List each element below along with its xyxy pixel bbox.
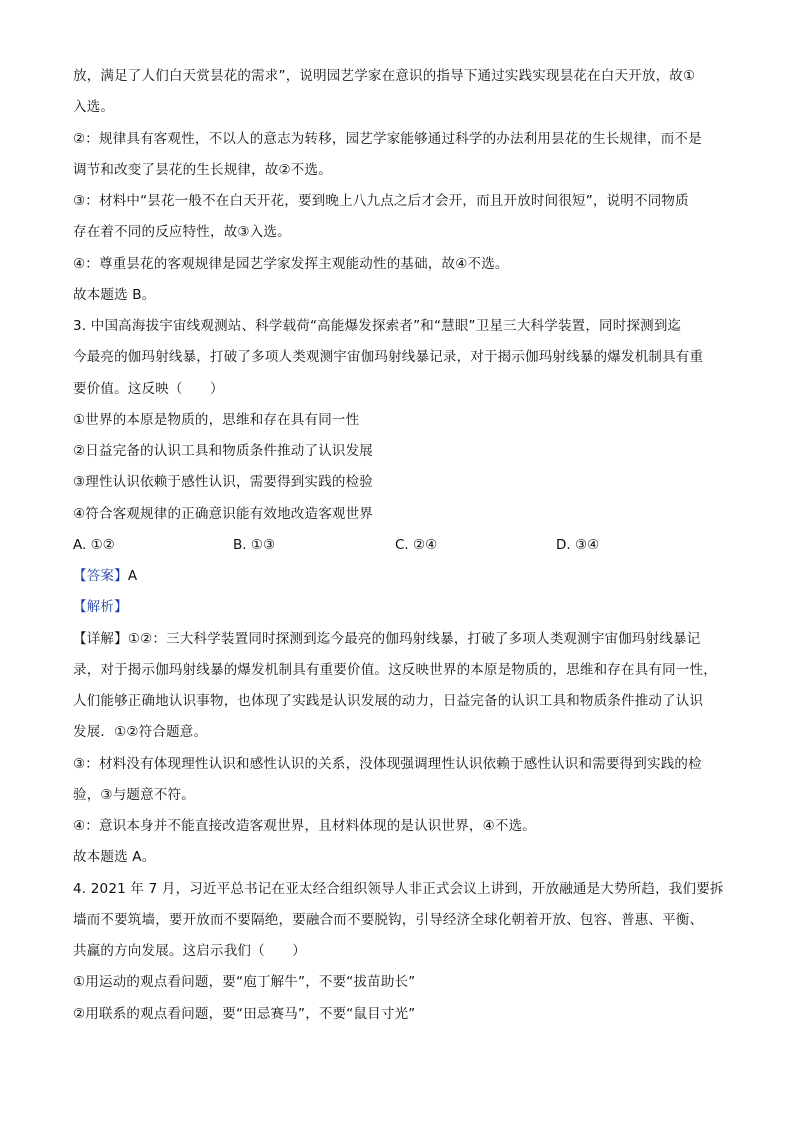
text-line: ③：材料中“昙花一般不在白天开花，要到晚上八九点之后才会开，而且开放时间很短”，说明不同物质 <box>73 193 689 209</box>
detail-line: ③：材料没有体现理性认识和感性认识的关系，没体现强调理性认识依赖于感性认识和需要得到实践的检 <box>73 756 702 772</box>
question-3-stem: 3. 中国高海拔宇宙线观测站、科学载荷“高能爆发探索者”和“慧眼”卫星三大科学装置，同时探测到迄 <box>73 318 682 334</box>
question-4-stem: 墙而不要筑墙，要开放而不要隔绝，要融合而不要脱钩，引导经济全球化朝着开放、包容、普惠、平衡、 <box>73 912 704 928</box>
detail-line: ④：意识本身并不能直接改造客观世界，且材料体现的是认识世界，④不选。 <box>73 818 537 834</box>
option-c: C. ②④ <box>395 537 438 553</box>
answer-line <box>73 567 137 585</box>
detail-text: ①②：三大科学装置同时探测到迄今最亮的伽玛射线暴，打破了多项人类观测宇宙伽玛射线暴记 <box>127 631 701 647</box>
q4-statement-2: ②用联系的观点看问题，要“田忌赛马”，不要“鼠目寸光” <box>73 1006 416 1022</box>
statement-1: ①世界的本原是物质的，思维和存在具有同一性 <box>73 412 360 428</box>
statement-3: ③理性认识依赖于感性认识，需要得到实践的检验 <box>73 474 374 490</box>
text-line: 放，满足了人们白天赏昙花的需求”，说明园艺学家在意识的指导下通过实践实现昙花在白天开放，故① <box>73 68 696 84</box>
detail-line: 人们能够正确地认识事物，也体现了实践是认识发展的动力，日益完备的认识工具和物质条件推动了认识 <box>73 693 704 709</box>
text-line: 存在着不同的反应特性，故③入选。 <box>73 224 291 240</box>
question-4-stem: 4. 2021 年 7 月，习近平总书记在亚太经合组织领导人非正式会议上讲到，开放融通是大势所趋，我们要拆 <box>73 881 724 897</box>
detail-line: 录，对于揭示伽玛射线暴的爆发机制具有重要价值。这反映世界的本原是物质的，思维和存在具有同一性， <box>73 662 717 678</box>
option-d: D. ③④ <box>556 537 600 553</box>
detail-line: 发展．①②符合题意。 <box>73 724 208 740</box>
q4-statement-1: ①用运动的观点看问题，要“庖丁解牛”，不要“拔苗助长” <box>73 974 416 990</box>
detail-line: 验，③与题意不符。 <box>73 787 195 803</box>
text-line: ④：尊重昙花的客观规律是园艺学家发挥主观能动性的基础，故④不选。 <box>73 256 509 272</box>
detail-line: 故本题选 A。 <box>73 849 156 865</box>
question-4-stem: 共赢的方向发展。这启示我们（ ） <box>73 943 306 959</box>
text-line: ②：规律具有客观性，不以人的意志为转移，园艺学家能够通过科学的办法利用昙花的生长规律，而不是 <box>73 131 702 147</box>
statement-4: ④符合客观规律的正确意识能有效地改造客观世界 <box>73 506 374 522</box>
question-3-stem: 要价值。这反映（ ） <box>73 381 224 397</box>
answer-tag: 【答案】 <box>73 568 128 584</box>
analysis-line <box>73 598 128 616</box>
question-3-stem: 今最亮的伽玛射线暴，打破了多项人类观测宇宙伽玛射线暴记录，对于揭示伽玛射线暴的爆发机制具有重 <box>73 349 704 365</box>
answer-value: A <box>127 568 138 584</box>
text-line: 故本题选 B。 <box>73 287 156 303</box>
option-a: A. ①② <box>73 537 115 553</box>
statement-2: ②日益完备的认识工具和物质条件推动了认识发展 <box>73 443 374 459</box>
text-line: 入选。 <box>73 99 115 115</box>
option-b: B. ①③ <box>233 537 276 553</box>
analysis-tag: 【解析】 <box>73 599 128 615</box>
detail-tag: 【详解】 <box>73 631 128 647</box>
detail-line <box>73 630 700 648</box>
text-line: 调节和改变了昙花的生长规律，故②不选。 <box>73 162 332 178</box>
